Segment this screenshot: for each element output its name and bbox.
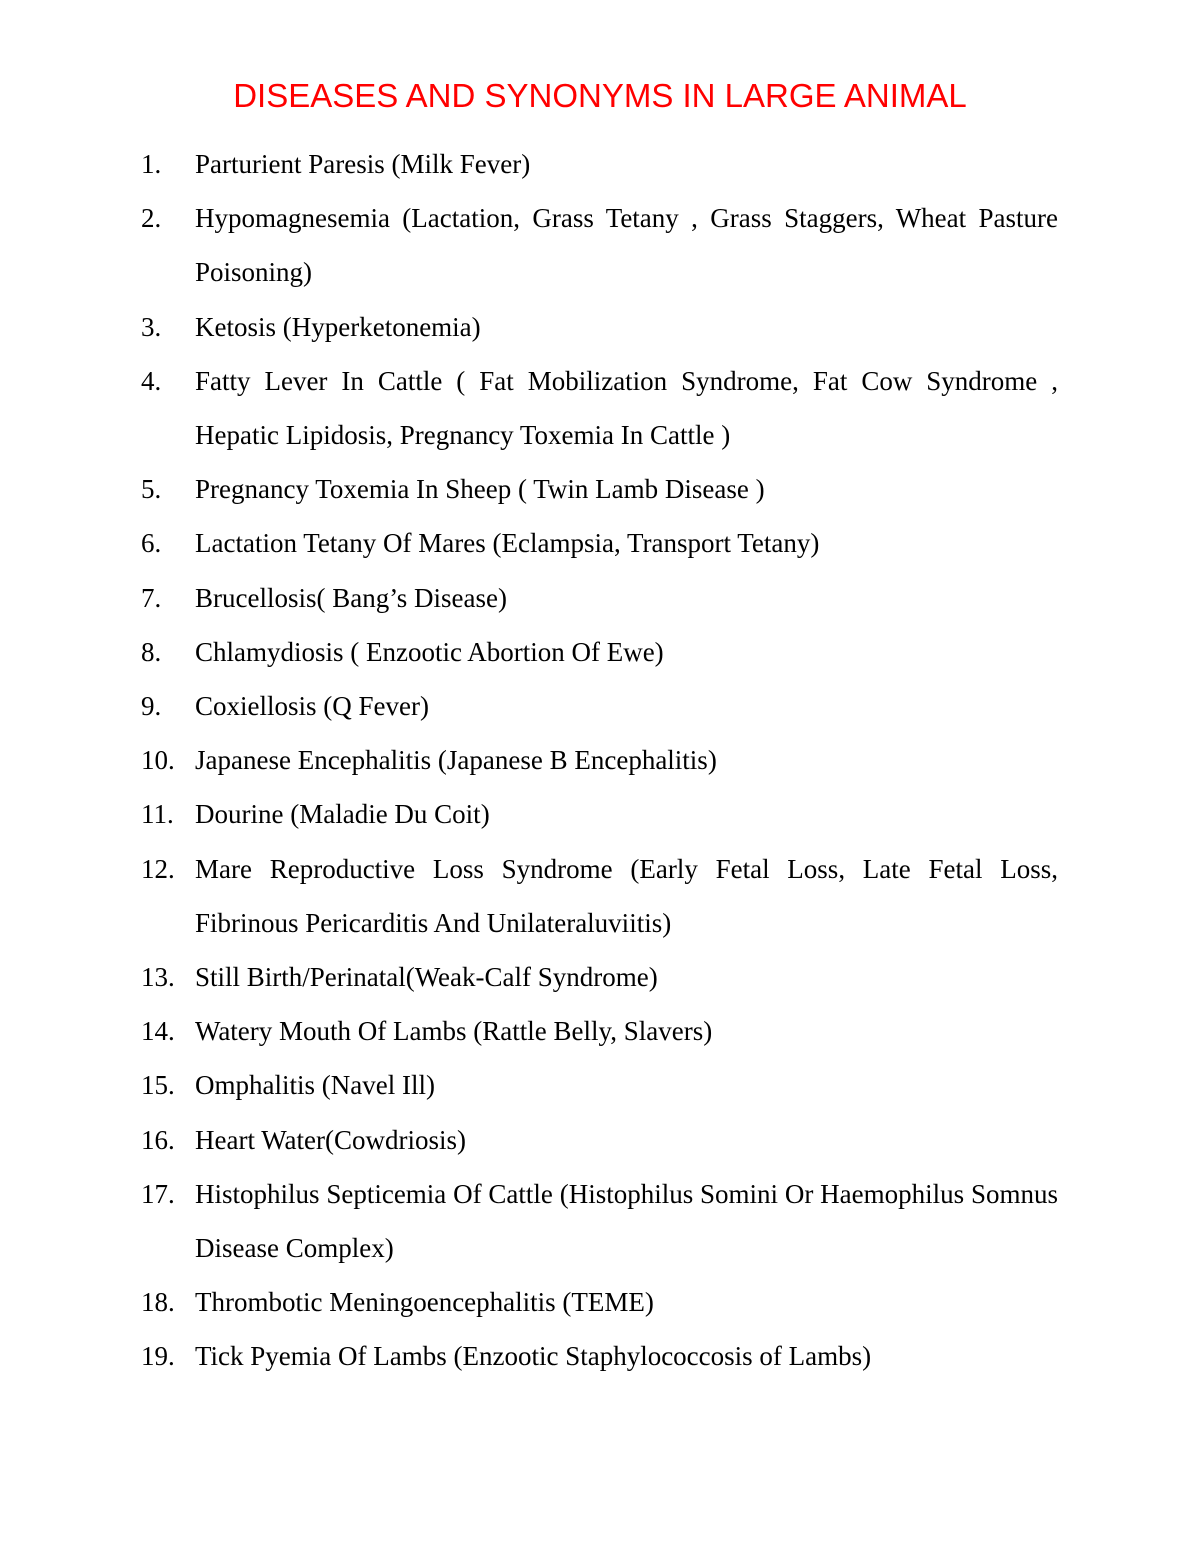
list-item bbox=[0, 1275, 1058, 1329]
list-item bbox=[0, 354, 1058, 462]
list-item-text: Parturient Paresis (Milk Fever) bbox=[195, 149, 531, 179]
disease-list bbox=[0, 137, 1200, 1384]
list-item-text: Brucellosis( Bang’s Disease) bbox=[195, 582, 507, 613]
list-item bbox=[0, 191, 1058, 299]
list-item bbox=[0, 137, 1058, 191]
list-item bbox=[0, 462, 1058, 516]
list-item-text: Dourine (Maladie Du Coit) bbox=[195, 799, 490, 830]
list-item-text: Still Birth/Perinatal(Weak-Calf Syndrome) bbox=[195, 962, 658, 993]
list-item-number: 14. bbox=[141, 1016, 175, 1047]
list-item-text: Fatty Lever In Cattle ( Fat Mobilization Syndrome, Fat Cow Syndrome , Hepatic Lipidosis, Pregnancy Toxemia In Cattle ) bbox=[195, 365, 1058, 451]
list-item-text: Lactation Tetany Of Mares (Eclampsia, Transport Tetany) bbox=[195, 528, 820, 559]
list-item-text: Watery Mouth Of Lambs (Rattle Belly, Slavers) bbox=[195, 1016, 713, 1047]
list-item-text: Hypomagnesemia (Lactation, Grass Tetany , Grass Staggers, Wheat Pasture Poisoning) bbox=[195, 203, 1058, 288]
list-item bbox=[0, 842, 1058, 950]
list-item-number: 1. bbox=[141, 149, 162, 179]
list-item-number: 10. bbox=[141, 745, 175, 776]
list-item bbox=[0, 1167, 1058, 1275]
list-item-text: Mare Reproductive Loss Syndrome (Early Fetal Loss, Late Fetal Loss, Fibrinous Pericarditis And Unilateraluviitis) bbox=[195, 853, 1058, 938]
list-item-text: Ketosis (Hyperketonemia) bbox=[195, 311, 481, 342]
list-item bbox=[0, 950, 1058, 1004]
list-item-text: Heart Water(Cowdriosis) bbox=[195, 1124, 467, 1155]
list-item-number: 16. bbox=[141, 1124, 175, 1155]
list-item-number: 6. bbox=[141, 528, 162, 559]
list-item-number: 3. bbox=[141, 311, 162, 342]
list-item bbox=[0, 571, 1058, 625]
list-item-number: 5. bbox=[141, 474, 162, 505]
list-item bbox=[0, 625, 1058, 679]
list-item-number: 9. bbox=[141, 691, 162, 722]
list-item bbox=[0, 1058, 1058, 1112]
list-item-number: 18. bbox=[141, 1287, 175, 1318]
list-item bbox=[0, 1113, 1058, 1167]
list-item-text: Chlamydiosis ( Enzootic Abortion Of Ewe) bbox=[195, 636, 664, 667]
list-item bbox=[0, 300, 1058, 354]
list-item-text: Histophilus Septicemia Of Cattle (Histophilus Somini Or Haemophilus Somnus Disease Complex) bbox=[195, 1178, 1058, 1264]
list-item bbox=[0, 1004, 1058, 1058]
list-item-number: 7. bbox=[141, 582, 162, 613]
list-item-number: 15. bbox=[141, 1070, 175, 1101]
list-item-number: 19. bbox=[141, 1341, 175, 1372]
list-item bbox=[0, 1329, 1058, 1383]
list-item-text: Thrombotic Meningoencephalitis (TEME) bbox=[195, 1287, 654, 1318]
list-item-number: 12. bbox=[141, 853, 175, 884]
list-item-text: Pregnancy Toxemia In Sheep ( Twin Lamb Disease ) bbox=[195, 474, 765, 505]
list-item bbox=[0, 516, 1058, 570]
list-item bbox=[0, 733, 1058, 787]
list-item-number: 4. bbox=[141, 365, 162, 396]
list-item bbox=[0, 679, 1058, 733]
list-item-number: 11. bbox=[141, 799, 174, 830]
document-title: DISEASES AND SYNONYMS IN LARGE ANIMAL bbox=[233, 77, 967, 114]
list-item bbox=[0, 787, 1058, 841]
list-item-text: Tick Pyemia Of Lambs (Enzootic Staphylococcosis of Lambs) bbox=[195, 1341, 872, 1372]
list-item-number: 2. bbox=[141, 203, 162, 234]
list-item-text: Japanese Encephalitis (Japanese B Encephalitis) bbox=[195, 745, 717, 776]
list-item-number: 17. bbox=[141, 1178, 175, 1209]
list-item-text: Coxiellosis (Q Fever) bbox=[195, 691, 429, 722]
list-item-text: Omphalitis (Navel Ill) bbox=[195, 1070, 435, 1101]
list-item-number: 8. bbox=[141, 636, 162, 667]
list-item-number: 13. bbox=[141, 962, 175, 993]
